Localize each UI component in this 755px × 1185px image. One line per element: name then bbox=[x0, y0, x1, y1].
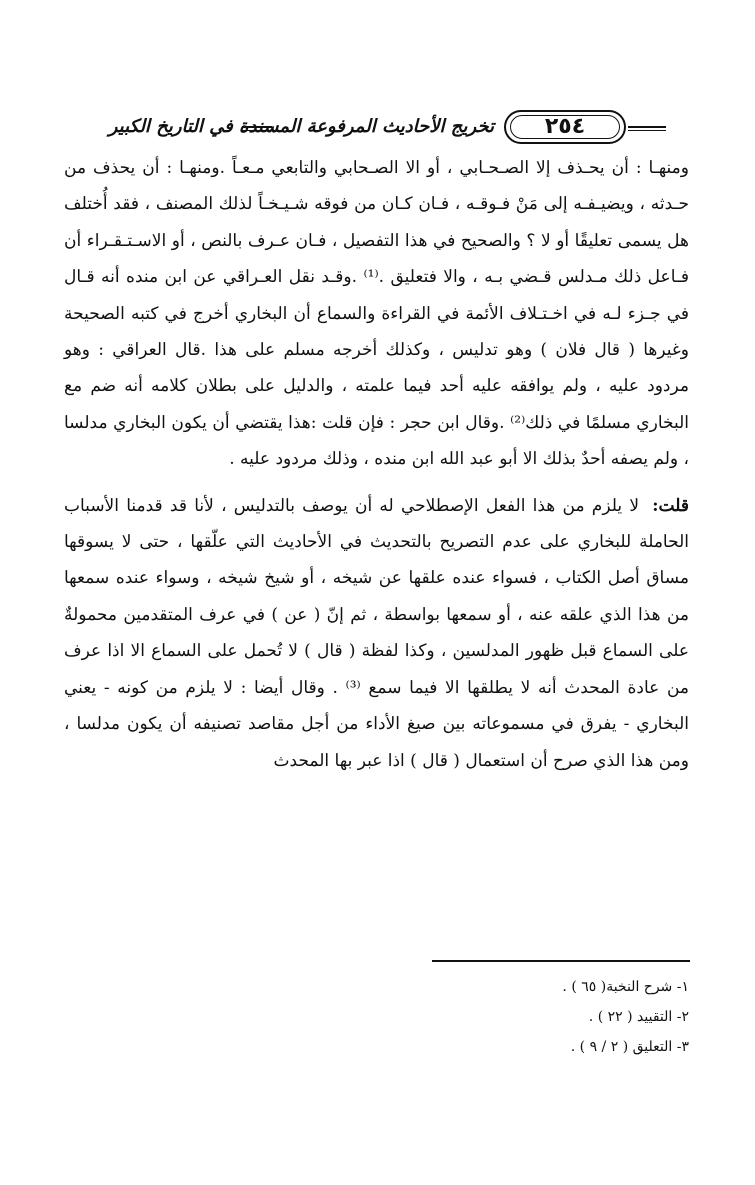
footnote-3: ٣- التعليق ( ٢ / ٩ ) . bbox=[570, 1039, 689, 1055]
main-text bbox=[64, 150, 689, 779]
footnote-separator bbox=[432, 960, 690, 962]
header-rule-left bbox=[242, 126, 272, 131]
footnote-2: ٢- التقييد ( ٢٢ ) . bbox=[588, 1009, 689, 1025]
running-header bbox=[60, 104, 666, 154]
paragraph-2-lead: قلت: bbox=[652, 495, 689, 516]
paragraph-2 bbox=[64, 488, 689, 779]
footnote-1: ١- شرح النخبة( ٦٥ ) . bbox=[562, 979, 689, 995]
footnotes bbox=[289, 972, 689, 1062]
page-number: ٢٥٤ bbox=[504, 110, 626, 144]
paragraph-1-text: ومنهـا : أن يحـذف إلا الصـحـابي ، أو الا الصـحابي والتابعي مـعـاً .ومنهـا : أن يحذف من حـدثه ، ويضيـفـه إلى مَنْ فـوقـه ، فـان كـان من فوقه شـيـخـاً لذلك المصنف ، فقد أُختلف هل يسمى تعليقًا أو لا ؟ والصحيح في هذا التفصيل ، فـان عـرف بالنص ، أو الاسـتـقـراء أن فـاعل ذلك مـدلس قـضي بـه ، والا فتعليق .⁽¹⁾ .وقـد نقل العـراقي عن ابن منده أنه قـال في جـزء لـه في اخـتـلاف الأئمة في القراءة والسماع أن البخاري أخرج في كتبه الصحيحة وغيرها ( قال فلان ) وهو تدليس ، وكذلك أخرجه مسلم على هذا .قال العراقي : وهو مردود عليه ، ولم يوافقه عليه أحد فيما علمته ، والدليل على بطلان كلامه أنه ضم مع البخاري مسلمًا في ذلك⁽²⁾ .وقال ابن حجر : فإن قلت :هذا يقتضي أن يكون البخاري مدلسا ، ولم يصفه أحدٌ بذلك الا أبو عبد الله ابن منده ، وذلك مردود عليه . bbox=[64, 158, 690, 470]
paragraph-2-text: لا يلزم من هذا الفعل الإصطلاحي له أن يوصف بالتدليس ، لأنا قد قدمنا الأسباب الحاملة للبخاري على عدم التصريح بالتحديث في الأحاديث التي علّقها ، حتى لا يسوقها مساق أصل الكتاب ، فسواء عنده علقها عن شيخه ، أو شيخ شيخه ، وسواء عنده سمعها من هذا الذي علقه عنه ، أو سمعها بواسطة ، ثم إنّ ( عن ) في عرف المتقدمين محمولةٌ على السماع قبل ظهور المدلسين ، وكذا لفظة ( قال ) لا تُحمل على السماع الا اذا عرف من عادة المحدث أنه لا يطلقها الا فيما سمع ⁽³⁾ . وقال أيضا : لا يلزم من كونه - يعني البخاري - يفرق في مسموعاته بين صيغ الأداء من أجل مقاصد تصنيفه أن يكون مدلسا ، ومن هذا الذي صرح أن استعمال ( قال ) اذا عبر بها المحدث bbox=[64, 495, 689, 771]
header-rule-right bbox=[628, 126, 666, 131]
paragraph-1 bbox=[64, 150, 689, 478]
running-title: تخريج الأحاديث المرفوعة المسندة في التاريخ الكبير bbox=[108, 116, 494, 137]
